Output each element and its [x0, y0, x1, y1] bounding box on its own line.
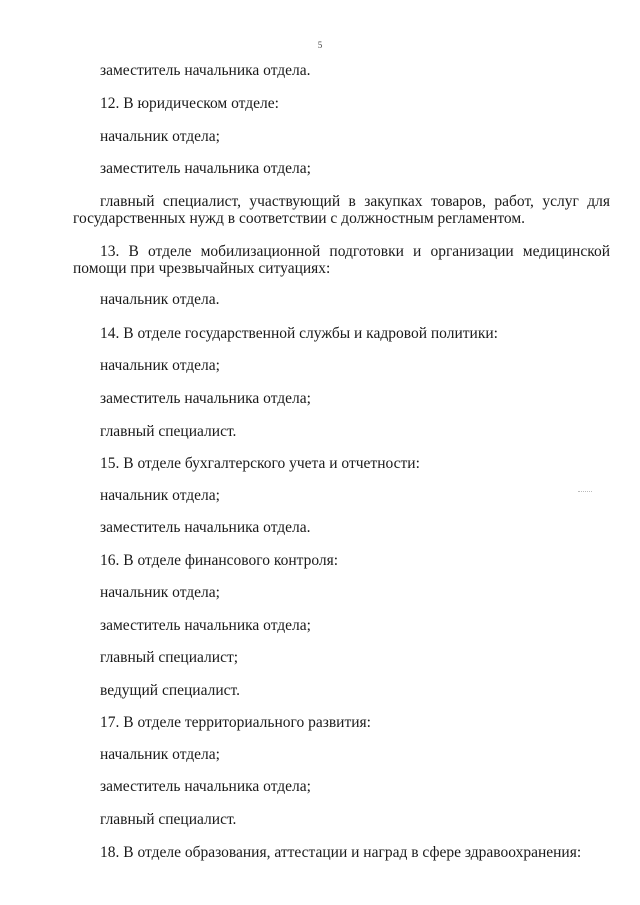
section-heading: 14. В отделе государственной службы и кадровой политики: [100, 325, 498, 342]
text-line: главный специалист; [100, 649, 239, 666]
paragraph-line: главный специалист, участвующий в закупках товаров, работ, услуг для [100, 193, 610, 210]
text-line: начальник отдела; [100, 487, 220, 504]
section-heading: 16. В отделе финансового контроля: [100, 552, 339, 569]
text-line: заместитель начальника отдела; [100, 160, 311, 177]
text-line: заместитель начальника отдела; [100, 617, 311, 634]
text-line: начальник отдела; [100, 128, 220, 145]
scan-artifact [578, 491, 592, 493]
section-heading: 18. В отделе образования, аттестации и наград в сфере здравоохранения: [100, 844, 582, 861]
section-heading: 15. В отделе бухгалтерского учета и отчетности: [100, 455, 420, 472]
paragraph-line: 13. В отделе мобилизационной подготовки и организации медицинской [100, 243, 610, 260]
text-line: ведущий специалист. [100, 682, 240, 699]
paragraph [73, 193, 610, 227]
page-number: 5 [317, 40, 323, 50]
section-heading: 12. В юридическом отделе: [100, 95, 279, 112]
text-line: начальник отдела; [100, 357, 220, 374]
text-line: главный специалист. [100, 423, 237, 440]
section-heading: 17. В отделе территориального развития: [100, 714, 371, 731]
text-line: заместитель начальника отдела; [100, 390, 311, 407]
text-line: начальник отдела; [100, 746, 220, 763]
text-line: заместитель начальника отдела. [100, 519, 311, 536]
text-line: начальник отдела. [100, 291, 220, 308]
text-line: заместитель начальника отдела. [100, 62, 311, 79]
text-line: начальник отдела; [100, 584, 220, 601]
paragraph-line: помощи при чрезвычайных ситуациях: [73, 260, 331, 277]
text-line: главный специалист. [100, 811, 237, 828]
paragraph-line: государственных нужд в соответствии с должностным регламентом. [73, 210, 526, 227]
section-heading [73, 243, 610, 277]
text-line: заместитель начальника отдела; [100, 778, 311, 795]
